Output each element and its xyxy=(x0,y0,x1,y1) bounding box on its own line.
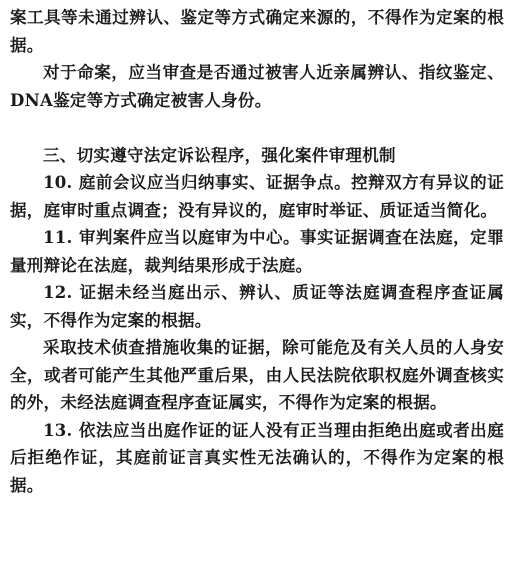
paragraph-victim-identity: 对于命案，应当审查是否通过被害人近亲属辨认、指纹鉴定、DNA鉴定等方式确定被害人身份。 xyxy=(10,63,504,110)
paragraph-source-verification: 案工具等未通过辨认、鉴定等方式确定来源的，不得作为定案的根据。 xyxy=(10,8,504,55)
paragraph-item-12: 12. 证据未经当庭出示、辨认、质证等法庭调查程序查证属实，不得作为定案的根据。 xyxy=(10,283,504,330)
paragraph-item-10: 10. 庭前会议应当归纳事实、证据争点。控辩双方有异议的证据，庭审时重点调查；没有异议的，庭审时举证、质证适当简化。 xyxy=(10,173,504,220)
paragraph-technical-investigation: 采取技术侦查措施收集的证据，除可能危及有关人员的人身安全，或者可能产生其他严重后果，由人民法院依职权庭外调查核实的外，未经法庭调查程序查证属实，不得作为定案的根据。 xyxy=(10,338,504,412)
paragraph-item-11: 11. 审判案件应当以庭审为中心。事实证据调查在法庭，定罪量刑辩论在法庭，裁判结果形成于法庭。 xyxy=(10,228,504,275)
section-heading: 三、切实遵守法定诉讼程序，强化案件审理机制 xyxy=(43,145,396,165)
paragraph-item-13: 13. 依法应当出庭作证的证人没有正当理由拒绝出庭或者出庭后拒绝作证，其庭前证言真实性无法确认的，不得作为定案的根据。 xyxy=(10,420,504,495)
